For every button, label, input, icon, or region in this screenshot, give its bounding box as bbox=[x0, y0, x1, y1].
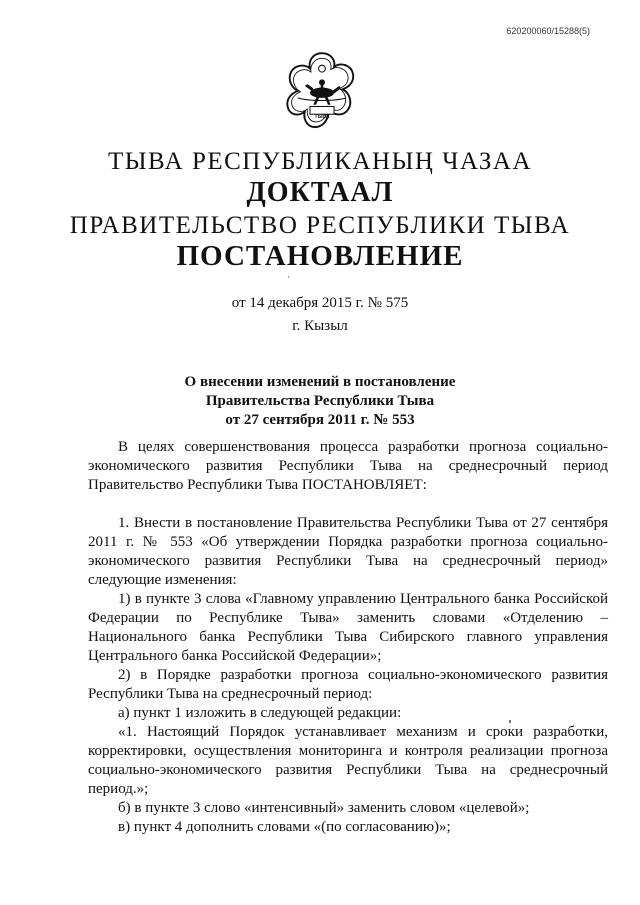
tyva-government-heading: ТЫВА РЕСПУБЛИКАНЫҢ ЧАЗАА bbox=[107, 148, 533, 175]
emblem-label: ТЫВА bbox=[314, 114, 330, 120]
date-and-number: от 14 декабря 2015 г. № 575 bbox=[231, 295, 409, 311]
subclause-1-paragraph: 1) в пункте 3 слова «Главному управлению Центрального банка Российской Федерации по Республике Тыва» заменить словами «Отделению – Национального банка Республики Тыва Сибирского главного управления Центрального банка Российской Федерации»; bbox=[88, 591, 608, 664]
item-v-paragraph: в) пункт 4 дополнить словами «(по согласованию)»; bbox=[118, 819, 451, 835]
preamble-paragraph: В целях совершенствования процесса разработки прогноза социально-экономического развития Республики Тыва на среднесрочный период Правительство Республики Тыва ПОСТАНОВЛЯЕТ: bbox=[88, 439, 608, 493]
clause-1-paragraph: 1. Внести в постановление Правительства Республики Тыва от 27 сентября 2011 г. № 553 «Об утверждении Порядка разработки прогноза социально-экономического развития Республики Тыва на среднесрочный период» следующие изменения: bbox=[88, 515, 608, 588]
tuva-coat-of-arms-icon bbox=[279, 48, 365, 134]
title-line-3: от 27 сентября 2011 г. № 553 bbox=[225, 412, 415, 428]
title-line-2: Правительства Республики Тыва bbox=[205, 393, 435, 409]
title-line-1: О внесении изменений в постановление bbox=[184, 374, 456, 390]
item-b-paragraph: б) в пункте 3 слово «интенсивный» заменить словом «целевой»; bbox=[118, 800, 530, 816]
scan-speck bbox=[509, 720, 511, 723]
scan-speck bbox=[288, 276, 289, 278]
document-body bbox=[88, 438, 608, 837]
russian-document-type: ПОСТАНОВЛЕНИЕ bbox=[176, 240, 464, 272]
quoted-item-1-paragraph: «1. Настоящий Порядок устанавливает механизм и сроки разработки, корректировки, осуществления мониторинга и контроля реализации прогноза социально-экономического развития Республики Тыва на среднесрочный период.»; bbox=[88, 724, 608, 797]
russian-government-heading: ПРАВИТЕЛЬСТВО РЕСПУБЛИКИ ТЫВА bbox=[69, 212, 571, 239]
document-title bbox=[0, 373, 640, 430]
city: г. Кызыл bbox=[292, 318, 348, 334]
item-a-paragraph: а) пункт 1 изложить в следующей редакции: bbox=[118, 705, 402, 721]
tyva-document-type: ДОКТААЛ bbox=[246, 177, 394, 208]
subclause-2-paragraph: 2) в Порядке разработки прогноза социально-экономического развития Республики Тыва на среднесрочный период: bbox=[88, 667, 608, 702]
document-id: 620200060/15288(5) bbox=[506, 26, 590, 36]
